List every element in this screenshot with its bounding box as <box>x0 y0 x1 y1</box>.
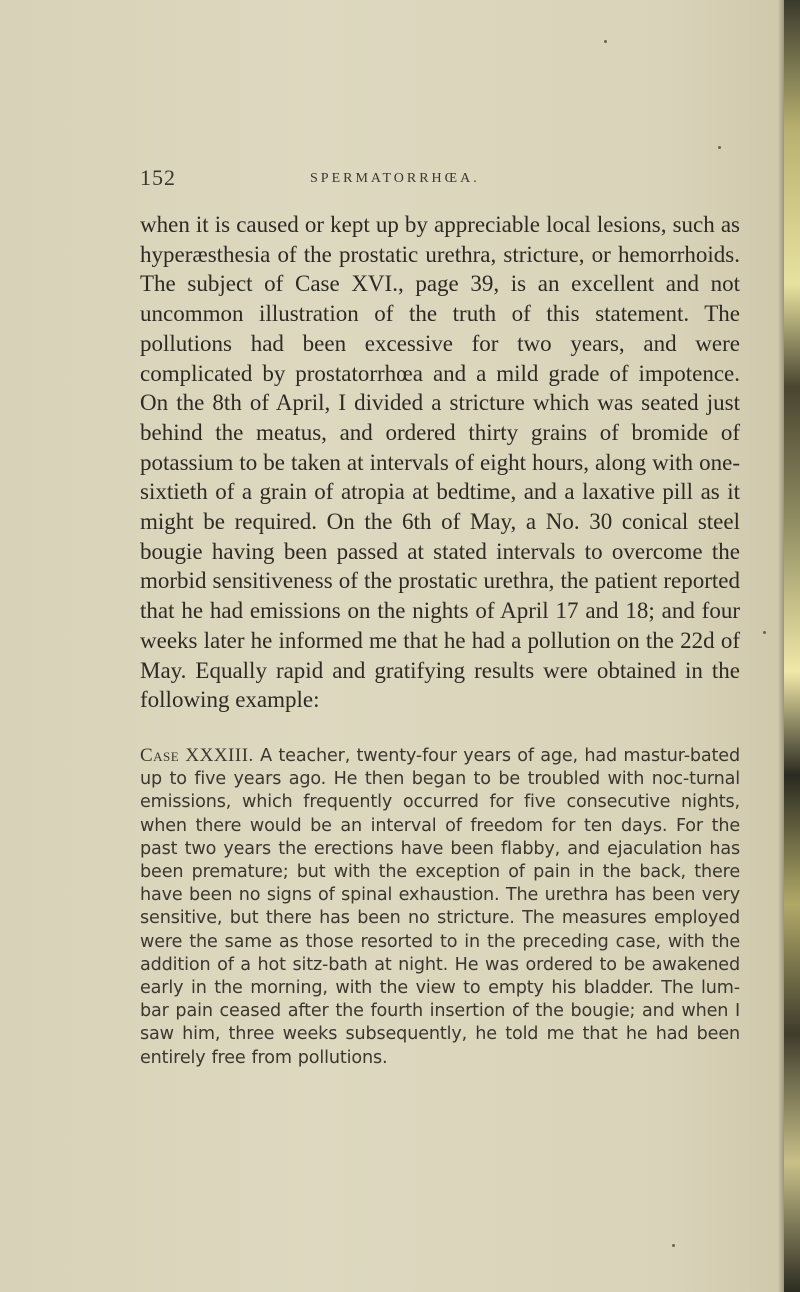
page-header <box>0 165 786 195</box>
case-report-block <box>140 744 740 1070</box>
paper-speck <box>763 631 766 634</box>
case-title: Case XXXIII. <box>140 745 254 766</box>
paper-speck <box>718 146 721 149</box>
main-paragraph-block <box>140 210 740 715</box>
case-report <box>140 744 740 1070</box>
main-paragraph: when it is caused or kept up by appreciable local lesions, such as hyperæsthesia of the prostatic urethra, stricture, or hemorrhoids. The subject of Case XVI., page 39, is an excellent and not uncommon illustration of the truth of this statement. The pollutions had been excessive for two years, and were complicated by prostatorrhœa and a mild grade of impotence. On the 8th of April, I divided a stricture which was seated just behind the meatus, and ordered thirty grains of bromide of potassium to be taken at intervals of eight hours, along with one-sixtieth of a grain of atropia at bedtime, and a laxative pill as it might be required. On the 6th of May, a No. 30 conical steel bougie having been passed at stated intervals to overcome the morbid sensitiveness of the prostatic urethra, the patient reported that he had emissions on the nights of April 17 and 18; and four weeks later he informed me that he had a pollution on the 22d of May. Equally rapid and gratifying results were obtained in the following example: <box>140 212 740 713</box>
case-body: A teacher, twenty-four years of age, had mastur-bated up to five years ago. He then began to be troubled with noc-turnal emissions, which frequently occurred for five consecutive nights, when there would be an interval of freedom for ten days. For the past two years the erections have been flabby, and ejaculation has been premature; but with the exception of pain in the back, there have been no signs of spinal exhaustion. The urethra has been very sensitive, but there has been no stricture. The measures employed were the same as those resorted to in the preceding case, with the addition of a hot sitz-bath at night. He was ordered to be awakened early in the morning, with the view to empty his bladder. The lum-bar pain ceased after the fourth insertion of the bougie; and when I saw him, three weeks subsequently, he told me that he had been entirely free from pollutions. <box>140 746 740 1068</box>
paper-speck <box>672 1244 675 1247</box>
paper-speck <box>604 40 607 43</box>
book-edge <box>784 0 800 1292</box>
running-head: SPERMATORRHŒA. <box>310 171 480 186</box>
page-number: 152 <box>140 165 176 190</box>
